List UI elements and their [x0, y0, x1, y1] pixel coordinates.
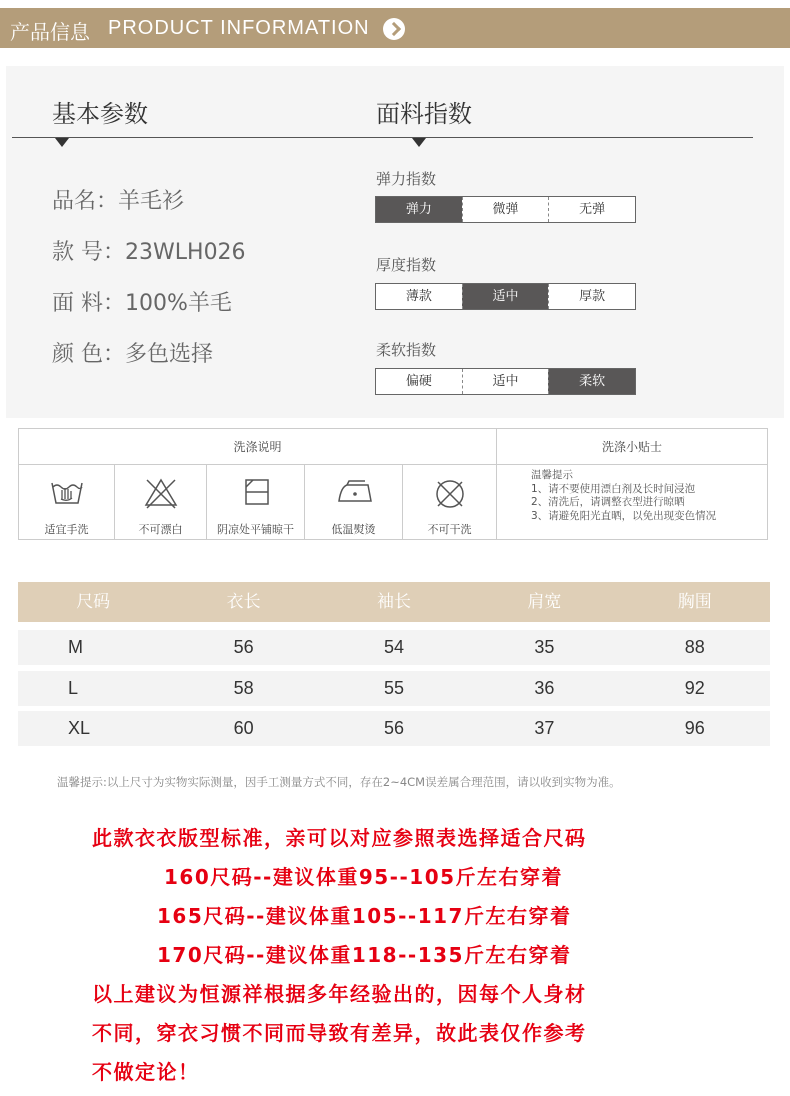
caret-down-icon: [55, 138, 69, 147]
wash-item: [207, 465, 305, 540]
wash-label: 适宜手洗: [44, 523, 89, 536]
basic-params-title: 基本参数: [52, 100, 148, 128]
wash-title: 洗涤说明: [19, 429, 497, 465]
recommend-line: 160尺码--建议体重95--105斤左右穿着: [164, 865, 564, 889]
table-row: [18, 711, 770, 746]
wash-label: 阴凉处平铺晾干: [217, 523, 294, 536]
scale-option: 厚款: [548, 284, 635, 309]
wash-label: 低温熨烫: [331, 523, 376, 536]
scale-option: 适中: [462, 369, 549, 394]
table-cell: 37: [534, 718, 555, 738]
spec-value: 羊毛衫: [118, 189, 185, 214]
recommend-line: 此款衣衣版型标准，亲可以对应参照表选择适合尺码: [92, 826, 587, 850]
wash-instructions: [18, 428, 768, 540]
hand-wash-icon: [49, 477, 85, 507]
section-banner: [0, 8, 790, 48]
table-cell: 55: [383, 678, 404, 698]
measurement-note: 温馨提示:以上尺寸为实物实际测量，因手工测量方式不同，存在2~4CM误差属合理范围，请以收到实物为准。: [57, 775, 621, 789]
column-header: 袖长: [376, 592, 411, 612]
table-cell: 58: [233, 678, 254, 698]
wash-item: [403, 465, 497, 540]
spec-value: 100%羊毛: [125, 291, 232, 316]
table-cell: M: [68, 637, 83, 657]
scale-option: 薄款: [405, 289, 432, 304]
wash-tips: [531, 469, 716, 523]
spec-color: 颜 色：多色选择: [52, 342, 214, 367]
caret-down-icon: [412, 138, 426, 147]
spec-material: 面 料：100%羊毛: [52, 291, 232, 316]
table-cell: 56: [233, 637, 254, 657]
tip-item: 2、清洗后，请调整衣型进行晾晒: [531, 496, 685, 508]
scale-option: 微弹: [462, 197, 549, 222]
column-header: 肩宽: [527, 592, 562, 612]
recommend-line: 不同，穿衣习惯不同而导致有差异，故此表仅作参考: [92, 1021, 587, 1045]
no-dry-clean-icon: [433, 477, 467, 511]
size-table-header: [18, 582, 770, 622]
tip-item: 3、请避免阳光直晒，以免出现变色情况: [531, 509, 717, 522]
scale-option: 适中: [462, 284, 549, 309]
info-panel: [6, 66, 784, 418]
column-header: 胸围: [677, 592, 712, 612]
spec-style-no: 款 号：23WLH026: [52, 240, 246, 265]
divider: [12, 137, 753, 138]
table-cell: XL: [68, 718, 91, 738]
recommend-line: 以上建议为恒源祥根据多年经验出的，因每个人身材: [92, 982, 587, 1006]
wash-item: [19, 465, 115, 540]
table-cell: 36: [534, 678, 555, 698]
scale-option: 柔软: [548, 369, 635, 394]
banner-title-cn: 产品信息: [10, 20, 90, 44]
spec-label: 品名: [52, 189, 97, 214]
wash-label: 不可漂白: [138, 523, 183, 536]
banner-title-en: PRODUCT INFORMATION: [108, 17, 370, 39]
wash-label: 不可干洗: [427, 523, 472, 536]
elasticity-label: 弹力指数: [376, 170, 437, 188]
softness-label: 柔软指数: [376, 341, 437, 359]
table-cell: L: [68, 678, 79, 698]
wash-item: [115, 465, 207, 540]
softness-scale: [375, 368, 636, 395]
recommend-line: 170尺码--建议体重118--135斤左右穿着: [157, 943, 572, 967]
table-cell: 54: [383, 637, 404, 657]
spec-label: 面 料: [52, 291, 103, 316]
table-cell: 56: [383, 718, 404, 738]
table-cell: 92: [684, 678, 705, 698]
table-cell: 88: [684, 637, 705, 657]
column-header: 尺码: [76, 592, 111, 612]
spec-label: 款 号: [52, 240, 103, 265]
fabric-index-title: 面料指数: [376, 100, 472, 128]
thickness-scale: [375, 283, 636, 310]
spec-label: 颜 色: [52, 342, 103, 367]
spec-value: 多色选择: [125, 342, 214, 367]
recommend-line: 不做定论！: [92, 1060, 200, 1084]
table-row: [18, 671, 770, 706]
table-row: [18, 630, 770, 665]
scale-option: 偏硬: [405, 374, 432, 389]
thickness-label: 厚度指数: [376, 256, 437, 274]
spec-name: 品名：羊毛衫: [52, 189, 185, 214]
tips-heading: 温馨提示: [531, 469, 573, 481]
table-cell: 96: [684, 718, 705, 738]
scale-option: 无弹: [548, 197, 635, 222]
wash-tips-title: 洗涤小贴士: [497, 429, 767, 465]
chevron-right-icon: [383, 18, 405, 40]
low-iron-icon: [335, 477, 375, 507]
spec-value: 23WLH026: [125, 240, 246, 265]
wash-item: [305, 465, 403, 540]
column-header: 衣长: [226, 592, 261, 612]
table-cell: 60: [233, 718, 254, 738]
tip-item: 1、请不要使用漂白剂及长时间浸泡: [531, 482, 696, 495]
elasticity-scale: [375, 196, 636, 223]
dry-flat-shade-icon: [243, 477, 271, 507]
table-cell: 35: [534, 637, 555, 657]
scale-option: 弹力: [376, 197, 462, 222]
no-bleach-icon: [143, 477, 179, 509]
recommend-line: 165尺码--建议体重105--117斤左右穿着: [157, 904, 572, 928]
